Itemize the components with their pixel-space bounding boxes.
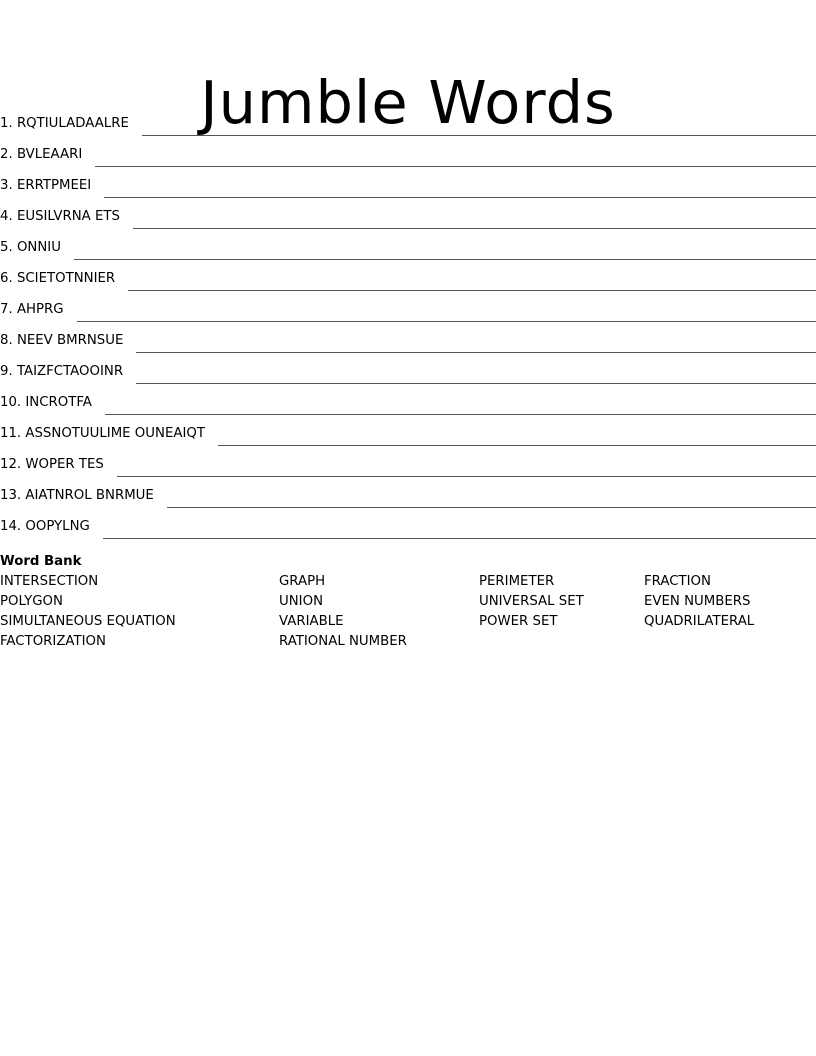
word-bank-grid [0, 572, 816, 652]
scrambled-word: BVLEAARI [16, 147, 83, 162]
scrambled-word: TAIZFCTAOOINR [16, 364, 124, 379]
clue-text [0, 271, 115, 294]
scrambled-word: SCIETOTNNIER [16, 271, 116, 286]
clue-number: 6 . [0, 271, 17, 286]
clue-row [0, 449, 816, 480]
clue-number: 9 . [0, 364, 17, 379]
scrambled-word: NEEV BMRNSUE [16, 333, 124, 348]
clue-number: 4 . [0, 209, 17, 224]
clue-number: 5 . [0, 240, 17, 255]
clue-number: 8 . [0, 333, 17, 348]
clue-row [0, 139, 816, 170]
answer-line[interactable] [128, 289, 816, 291]
word-bank-item: FRACTION [644, 574, 711, 589]
clue-number: 13 . [0, 488, 25, 503]
scrambled-word: ERRTPMEEI [16, 178, 92, 193]
answer-line[interactable] [95, 165, 816, 167]
scrambled-word: ONNIU [16, 240, 61, 255]
clue-row [0, 387, 816, 418]
page-title: Jumble Words [200, 67, 616, 137]
answer-line[interactable] [104, 196, 816, 198]
scrambled-word: ASSNOTUULIME OUNEAIQT [25, 426, 205, 441]
word-bank-item: UNIVERSAL SET [479, 594, 584, 609]
clue-number: 11 . [0, 426, 25, 441]
scrambled-word: WOPER TES [25, 457, 104, 472]
word-bank-item: VARIABLE [279, 614, 344, 629]
clue-number: 3 . [0, 178, 17, 193]
word-bank-item: RATIONAL NUMBER [279, 634, 407, 649]
word-bank-title: Word Bank [0, 554, 82, 569]
answer-line[interactable] [218, 444, 816, 446]
answer-line[interactable] [74, 258, 816, 260]
clue-number: 14 . [0, 519, 25, 534]
answer-line[interactable] [167, 506, 816, 508]
clue-text [0, 488, 154, 511]
answer-line[interactable] [117, 475, 816, 477]
clue-row [0, 201, 816, 232]
word-bank-item: SIMULTANEOUS EQUATION [0, 614, 176, 629]
answer-line[interactable] [142, 134, 816, 136]
clue-text [0, 116, 129, 139]
scrambled-word: AIATNROL BNRMUE [25, 488, 154, 503]
scrambled-word: AHPRG [16, 302, 64, 317]
answer-line[interactable] [103, 537, 816, 539]
clue-row [0, 108, 816, 139]
scrambled-word: OOPYLNG [25, 519, 90, 534]
clue-row [0, 356, 816, 387]
answer-line[interactable] [105, 413, 816, 415]
clue-number: 12 . [0, 457, 25, 472]
scrambled-word: INCROTFA [25, 395, 92, 410]
clue-text [0, 209, 120, 232]
word-bank-item: UNION [279, 594, 324, 609]
clue-text [0, 426, 205, 449]
word-bank-item: QUADRILATERAL [644, 614, 755, 629]
clue-row [0, 511, 816, 542]
clue-text [0, 240, 61, 263]
clue-list [0, 108, 816, 542]
answer-line[interactable] [136, 351, 816, 353]
answer-line[interactable] [133, 227, 816, 229]
clue-text [0, 178, 91, 201]
clue-number: 2 . [0, 147, 17, 162]
answer-line[interactable] [136, 382, 816, 384]
answer-line[interactable] [77, 320, 816, 322]
clue-text [0, 333, 123, 356]
clue-number: 10 . [0, 395, 25, 410]
clue-text [0, 302, 64, 325]
clue-row [0, 480, 816, 511]
clue-row [0, 325, 816, 356]
word-bank-item: PERIMETER [479, 574, 555, 589]
clue-row [0, 294, 816, 325]
clue-row [0, 170, 816, 201]
word-bank-item: POLYGON [0, 594, 63, 609]
word-bank-item: FACTORIZATION [0, 634, 106, 649]
word-bank [0, 552, 816, 652]
word-bank-item: POWER SET [479, 614, 558, 629]
clue-text [0, 395, 92, 418]
scrambled-word: RQTIULADAALRE [16, 116, 129, 131]
clue-text [0, 364, 123, 387]
clue-text [0, 147, 82, 170]
clue-number: 7 . [0, 302, 17, 317]
clue-row [0, 232, 816, 263]
word-bank-item: EVEN NUMBERS [644, 594, 751, 609]
word-bank-item: INTERSECTION [0, 574, 99, 589]
clue-text [0, 519, 90, 542]
clue-number: 1 . [0, 116, 17, 131]
word-bank-item: GRAPH [279, 574, 326, 589]
clue-text [0, 457, 104, 480]
clue-row [0, 418, 816, 449]
scrambled-word: EUSILVRNA ETS [16, 209, 120, 224]
clue-row [0, 263, 816, 294]
